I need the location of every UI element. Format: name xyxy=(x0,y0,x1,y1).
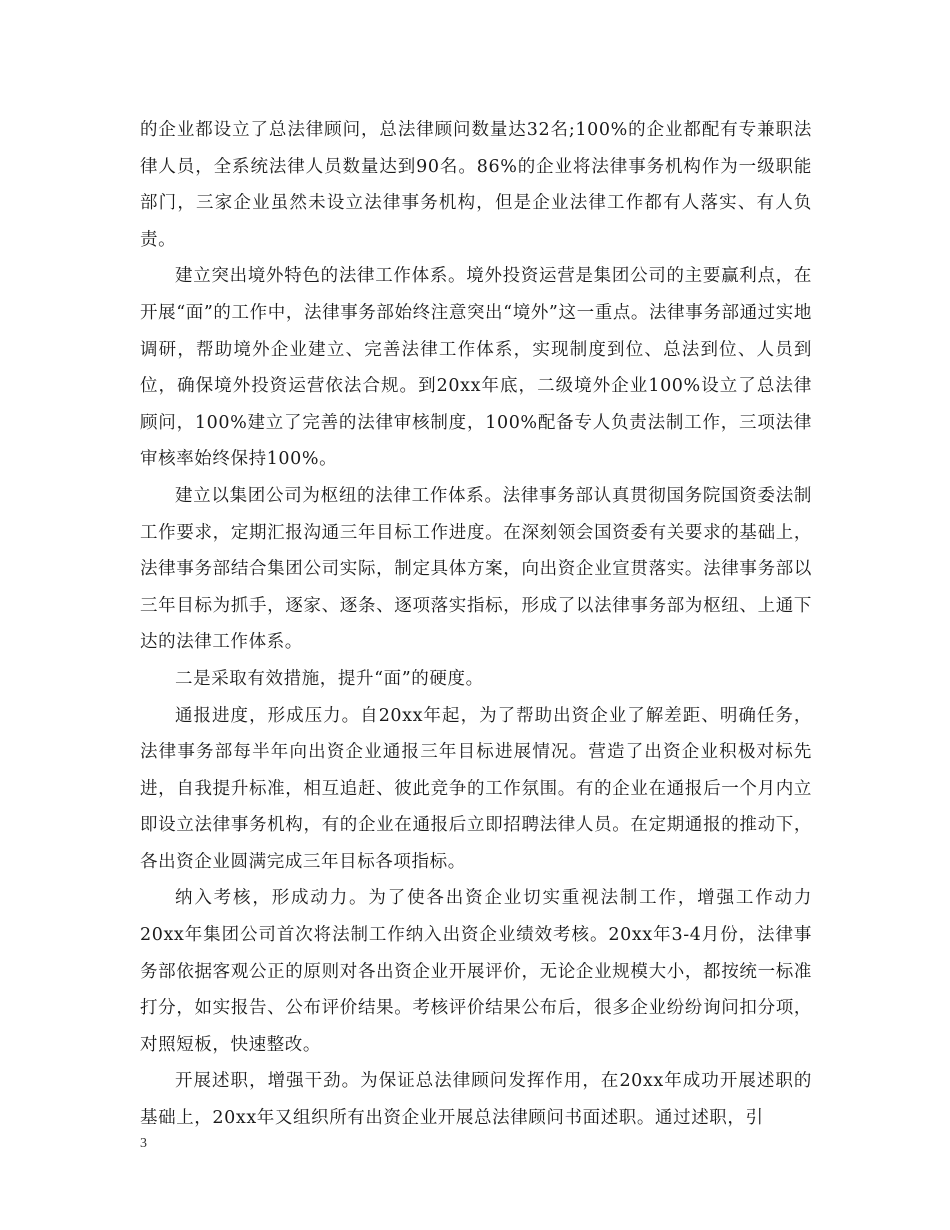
paragraph-section-heading: 二是采取有效措施，提升“面”的硬度。 xyxy=(175,668,484,689)
document-body xyxy=(140,112,812,1137)
paragraph-progress-report: 通报进度，形成压力。自20xx年起，为了帮助出资企业了解差距、明确任务，法律事务部每半年向出资企业通报三年目标进展情况。营造了出资企业积极对标先进，自我提升标准，相互追赶、彼此竞争的工作氛围。有的企业在通报后一个月内立即设立法律事务机构，有的企业在通报后立即招聘法律人员。在定期通报的推动下，各出资企业圆满完成三年目标各项指标。 xyxy=(140,705,812,872)
paragraph-continuation: 的企业都设立了总法律顾问，总法律顾问数量达32名;100%的企业都配有专兼职法律人员，全系统法律人员数量达到90名。86%的企业将法律事务机构作为一级职能部门，三家企业虽然未设立法律事务机构，但是企业法律工作都有人落实、有人负责。 xyxy=(140,120,812,250)
paragraph-assessment: 纳入考核，形成动力。为了使各出资企业切实重视法制工作，增强工作动力20xx年集团公司首次将法制工作纳入出资企业绩效考核。20xx年3-4月份，法律事务部依据客观公正的原则对各出资企业开展评价，无论企业规模大小，都按统一标准打分，如实报告、公布评价结果。考核评价结果公布后，很多企业纷纷询问扣分项，对照短板，快速整改。 xyxy=(140,888,812,1055)
paragraph-debriefing: 开展述职，增强干劲。为保证总法律顾问发挥作用，在20xx年成功开展述职的基础上，20xx年又组织所有出资企业开展总法律顾问书面述职。通过述职，引 xyxy=(140,1071,812,1129)
page-number: 3 xyxy=(140,1136,147,1151)
paragraph-overseas-system: 建立突出境外特色的法律工作体系。境外投资运营是集团公司的主要赢利点，在开展“面”的工作中，法律事务部始终注意突出“境外”这一重点。法律事务部通过实地调研，帮助境外企业建立、完善法律工作体系，实现制度到位、总法到位、人员到位，确保境外投资运营依法合规。到20xx年底，二级境外企业100%设立了总法律顾问，100%建立了完善的法律审核制度，100%配备专人负责法制工作，三项法律审核率始终保持100%。 xyxy=(140,266,812,470)
paragraph-hub-system: 建立以集团公司为枢纽的法律工作体系。法律事务部认真贯彻国务院国资委法制工作要求，定期汇报沟通三年目标工作进度。在深刻领会国资委有关要求的基础上，法律事务部结合集团公司实际，制定具体方案，向出资企业宣贯落实。法律事务部以三年目标为抓手，逐家、逐条、逐项落实指标，形成了以法律事务部为枢纽、上通下达的法律工作体系。 xyxy=(140,485,812,653)
